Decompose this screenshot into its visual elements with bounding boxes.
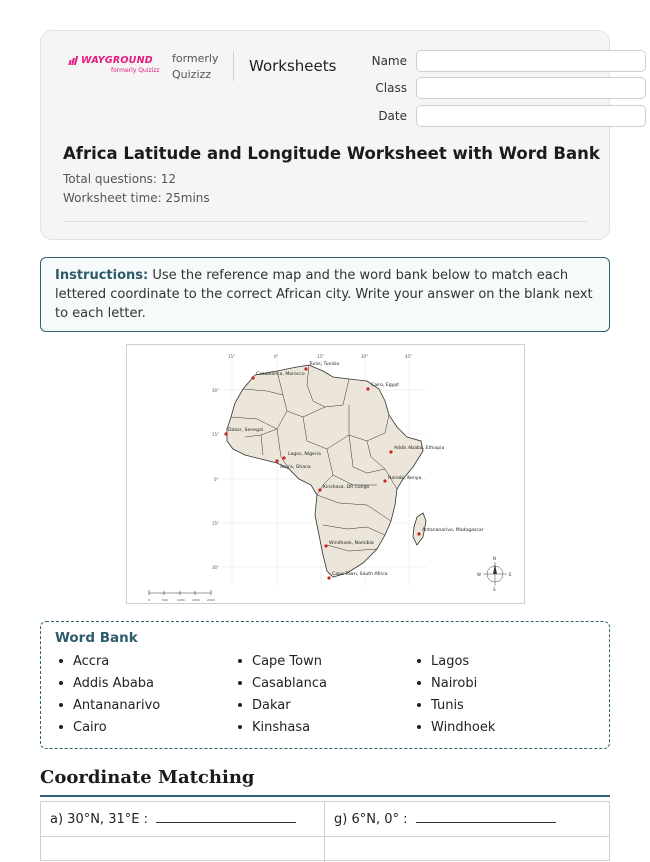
scale-label: 1000 bbox=[177, 598, 185, 602]
worksheet-title: Africa Latitude and Longitude Worksheet with Word Bank bbox=[63, 144, 600, 163]
bullet-icon bbox=[238, 681, 242, 685]
city-label: Kinshasa, DR Congo bbox=[323, 485, 370, 490]
left-tick: 30° bbox=[212, 388, 220, 393]
header-rule bbox=[63, 221, 587, 222]
bullet-icon bbox=[417, 681, 421, 685]
word-bank-word: Lagos bbox=[431, 653, 470, 669]
formerly-label: formerly Quizizz bbox=[172, 52, 219, 81]
date-field[interactable] bbox=[416, 105, 646, 127]
bullet-icon bbox=[417, 725, 421, 729]
name-field[interactable] bbox=[416, 50, 646, 72]
top-tick: 15° bbox=[317, 354, 325, 359]
word-bank bbox=[40, 621, 610, 749]
city-dot bbox=[251, 376, 254, 379]
word-bank-word: Antananarivo bbox=[73, 697, 161, 713]
compass-icon bbox=[477, 556, 512, 592]
top-tick: 15° bbox=[228, 354, 236, 359]
name-label: Name bbox=[371, 54, 407, 68]
word-bank-word: Addis Ababa bbox=[73, 675, 155, 691]
class-field[interactable] bbox=[416, 77, 646, 99]
word-bank-word: Cairo bbox=[73, 719, 107, 735]
section-title: Coordinate Matching bbox=[40, 767, 255, 788]
word-bank-item bbox=[55, 718, 234, 736]
word-bank-item bbox=[234, 696, 413, 714]
class-row bbox=[359, 77, 646, 99]
left-tick: 30° bbox=[212, 565, 220, 570]
scale-label: 0 bbox=[148, 598, 150, 602]
header-divider bbox=[233, 51, 234, 81]
city-dot bbox=[417, 532, 420, 535]
left-tick: 0° bbox=[214, 477, 219, 482]
wayground-logo bbox=[69, 55, 159, 74]
top-tick: 45° bbox=[405, 354, 413, 359]
bullet-icon bbox=[238, 659, 242, 663]
instructions-text: Use the reference map and the word bank below to match each lettered coordinate to the correct African city. Write your answer on the blank next to each letter. bbox=[55, 268, 593, 321]
city-label: Addis Ababa, Ethiopia bbox=[394, 446, 445, 451]
city-label: Casablanca, Morocco bbox=[256, 372, 305, 377]
word-bank-item bbox=[55, 652, 234, 670]
logo-subtext: formerly Quizizz bbox=[111, 67, 160, 74]
word-bank-item bbox=[413, 696, 592, 714]
city-dot bbox=[304, 367, 307, 370]
city-dot bbox=[282, 456, 285, 459]
word-bank-item bbox=[55, 674, 234, 692]
scale-label: 1500 bbox=[192, 598, 200, 602]
city-dot bbox=[366, 387, 369, 390]
bullet-icon bbox=[59, 725, 63, 729]
city-dot bbox=[383, 479, 386, 482]
city-dot bbox=[389, 450, 392, 453]
section-rule bbox=[40, 795, 610, 797]
instructions-label: Instructions: bbox=[55, 268, 149, 283]
city-dot bbox=[324, 544, 327, 547]
answer-blank[interactable] bbox=[156, 822, 296, 823]
city-label: Windhoek, Namibia bbox=[329, 541, 374, 546]
worksheet-header bbox=[40, 30, 610, 240]
compass-e: E bbox=[509, 572, 512, 577]
word-bank-item bbox=[234, 718, 413, 736]
city-label: Cape Town, South Africa bbox=[332, 572, 388, 577]
compass-s: S bbox=[493, 587, 496, 592]
city-dot bbox=[275, 459, 278, 462]
question-prompt: g) 6°N, 0° : bbox=[334, 812, 408, 827]
city-label: Cairo, Egypt bbox=[371, 383, 400, 388]
date-label: Date bbox=[378, 109, 407, 123]
bullet-icon bbox=[238, 703, 242, 707]
top-tick: 30° bbox=[361, 354, 369, 359]
logo-text: WAYGROUND bbox=[81, 55, 153, 66]
word-bank-word: Windhoek bbox=[431, 719, 496, 735]
city-label: Accra, Ghana bbox=[280, 465, 311, 470]
question-cell bbox=[41, 802, 324, 837]
bullet-icon bbox=[59, 681, 63, 685]
word-bank-word: Cape Town bbox=[252, 653, 322, 669]
city-dot bbox=[318, 488, 321, 491]
city-label: Antananarivo, Madagascar bbox=[422, 528, 484, 533]
left-tick: 15° bbox=[212, 521, 220, 526]
word-bank-title: Word Bank bbox=[55, 630, 138, 646]
city-label: Lagos, Nigeria bbox=[288, 452, 321, 457]
total-questions: Total questions: 12 bbox=[63, 172, 177, 186]
class-label: Class bbox=[375, 81, 407, 95]
scale-label: 500 bbox=[162, 598, 168, 602]
word-bank-item bbox=[413, 674, 592, 692]
word-bank-word: Dakar bbox=[252, 697, 291, 713]
answer-blank[interactable] bbox=[416, 822, 556, 823]
bullet-icon bbox=[417, 659, 421, 663]
question-cell bbox=[325, 802, 610, 837]
city-label: Tunis, Tunisia bbox=[309, 362, 340, 367]
word-bank-item bbox=[234, 652, 413, 670]
question-prompt: a) 30°N, 31°E : bbox=[50, 812, 148, 827]
word-bank-item bbox=[55, 696, 234, 714]
word-bank-item bbox=[413, 718, 592, 736]
word-bank-word: Casablanca bbox=[252, 675, 327, 691]
coordinate-table bbox=[40, 801, 610, 861]
worksheet-time: Worksheet time: 25mins bbox=[63, 191, 210, 205]
scale-bar bbox=[148, 590, 215, 602]
word-bank-word: Kinshasa bbox=[252, 719, 311, 735]
date-row bbox=[359, 105, 646, 127]
word-bank-word: Tunis bbox=[431, 697, 464, 713]
compass-n: N bbox=[493, 556, 496, 561]
city-label: Nairobi, Kenya bbox=[388, 476, 422, 481]
word-bank-grid bbox=[55, 652, 595, 736]
instructions-box bbox=[40, 257, 610, 332]
table-row-divider bbox=[41, 836, 609, 837]
bullet-icon bbox=[417, 703, 421, 707]
word-bank-item bbox=[413, 652, 592, 670]
city-dot bbox=[327, 576, 330, 579]
name-row bbox=[359, 50, 646, 72]
logo-bars-icon bbox=[69, 56, 77, 65]
africa-map-svg bbox=[127, 345, 526, 605]
bullet-icon bbox=[59, 659, 63, 663]
scale-label: 2000 bbox=[207, 598, 215, 602]
word-bank-item bbox=[234, 674, 413, 692]
compass-w: W bbox=[477, 572, 481, 577]
word-bank-word: Nairobi bbox=[431, 675, 478, 691]
africa-map bbox=[126, 344, 525, 604]
bullet-icon bbox=[238, 725, 242, 729]
city-label: Dakar, Senegal bbox=[228, 428, 264, 433]
bullet-icon bbox=[59, 703, 63, 707]
top-tick: 0° bbox=[274, 354, 279, 359]
word-bank-word: Accra bbox=[73, 653, 110, 669]
worksheets-label: Worksheets bbox=[249, 57, 337, 75]
left-tick: 15° bbox=[212, 432, 220, 437]
